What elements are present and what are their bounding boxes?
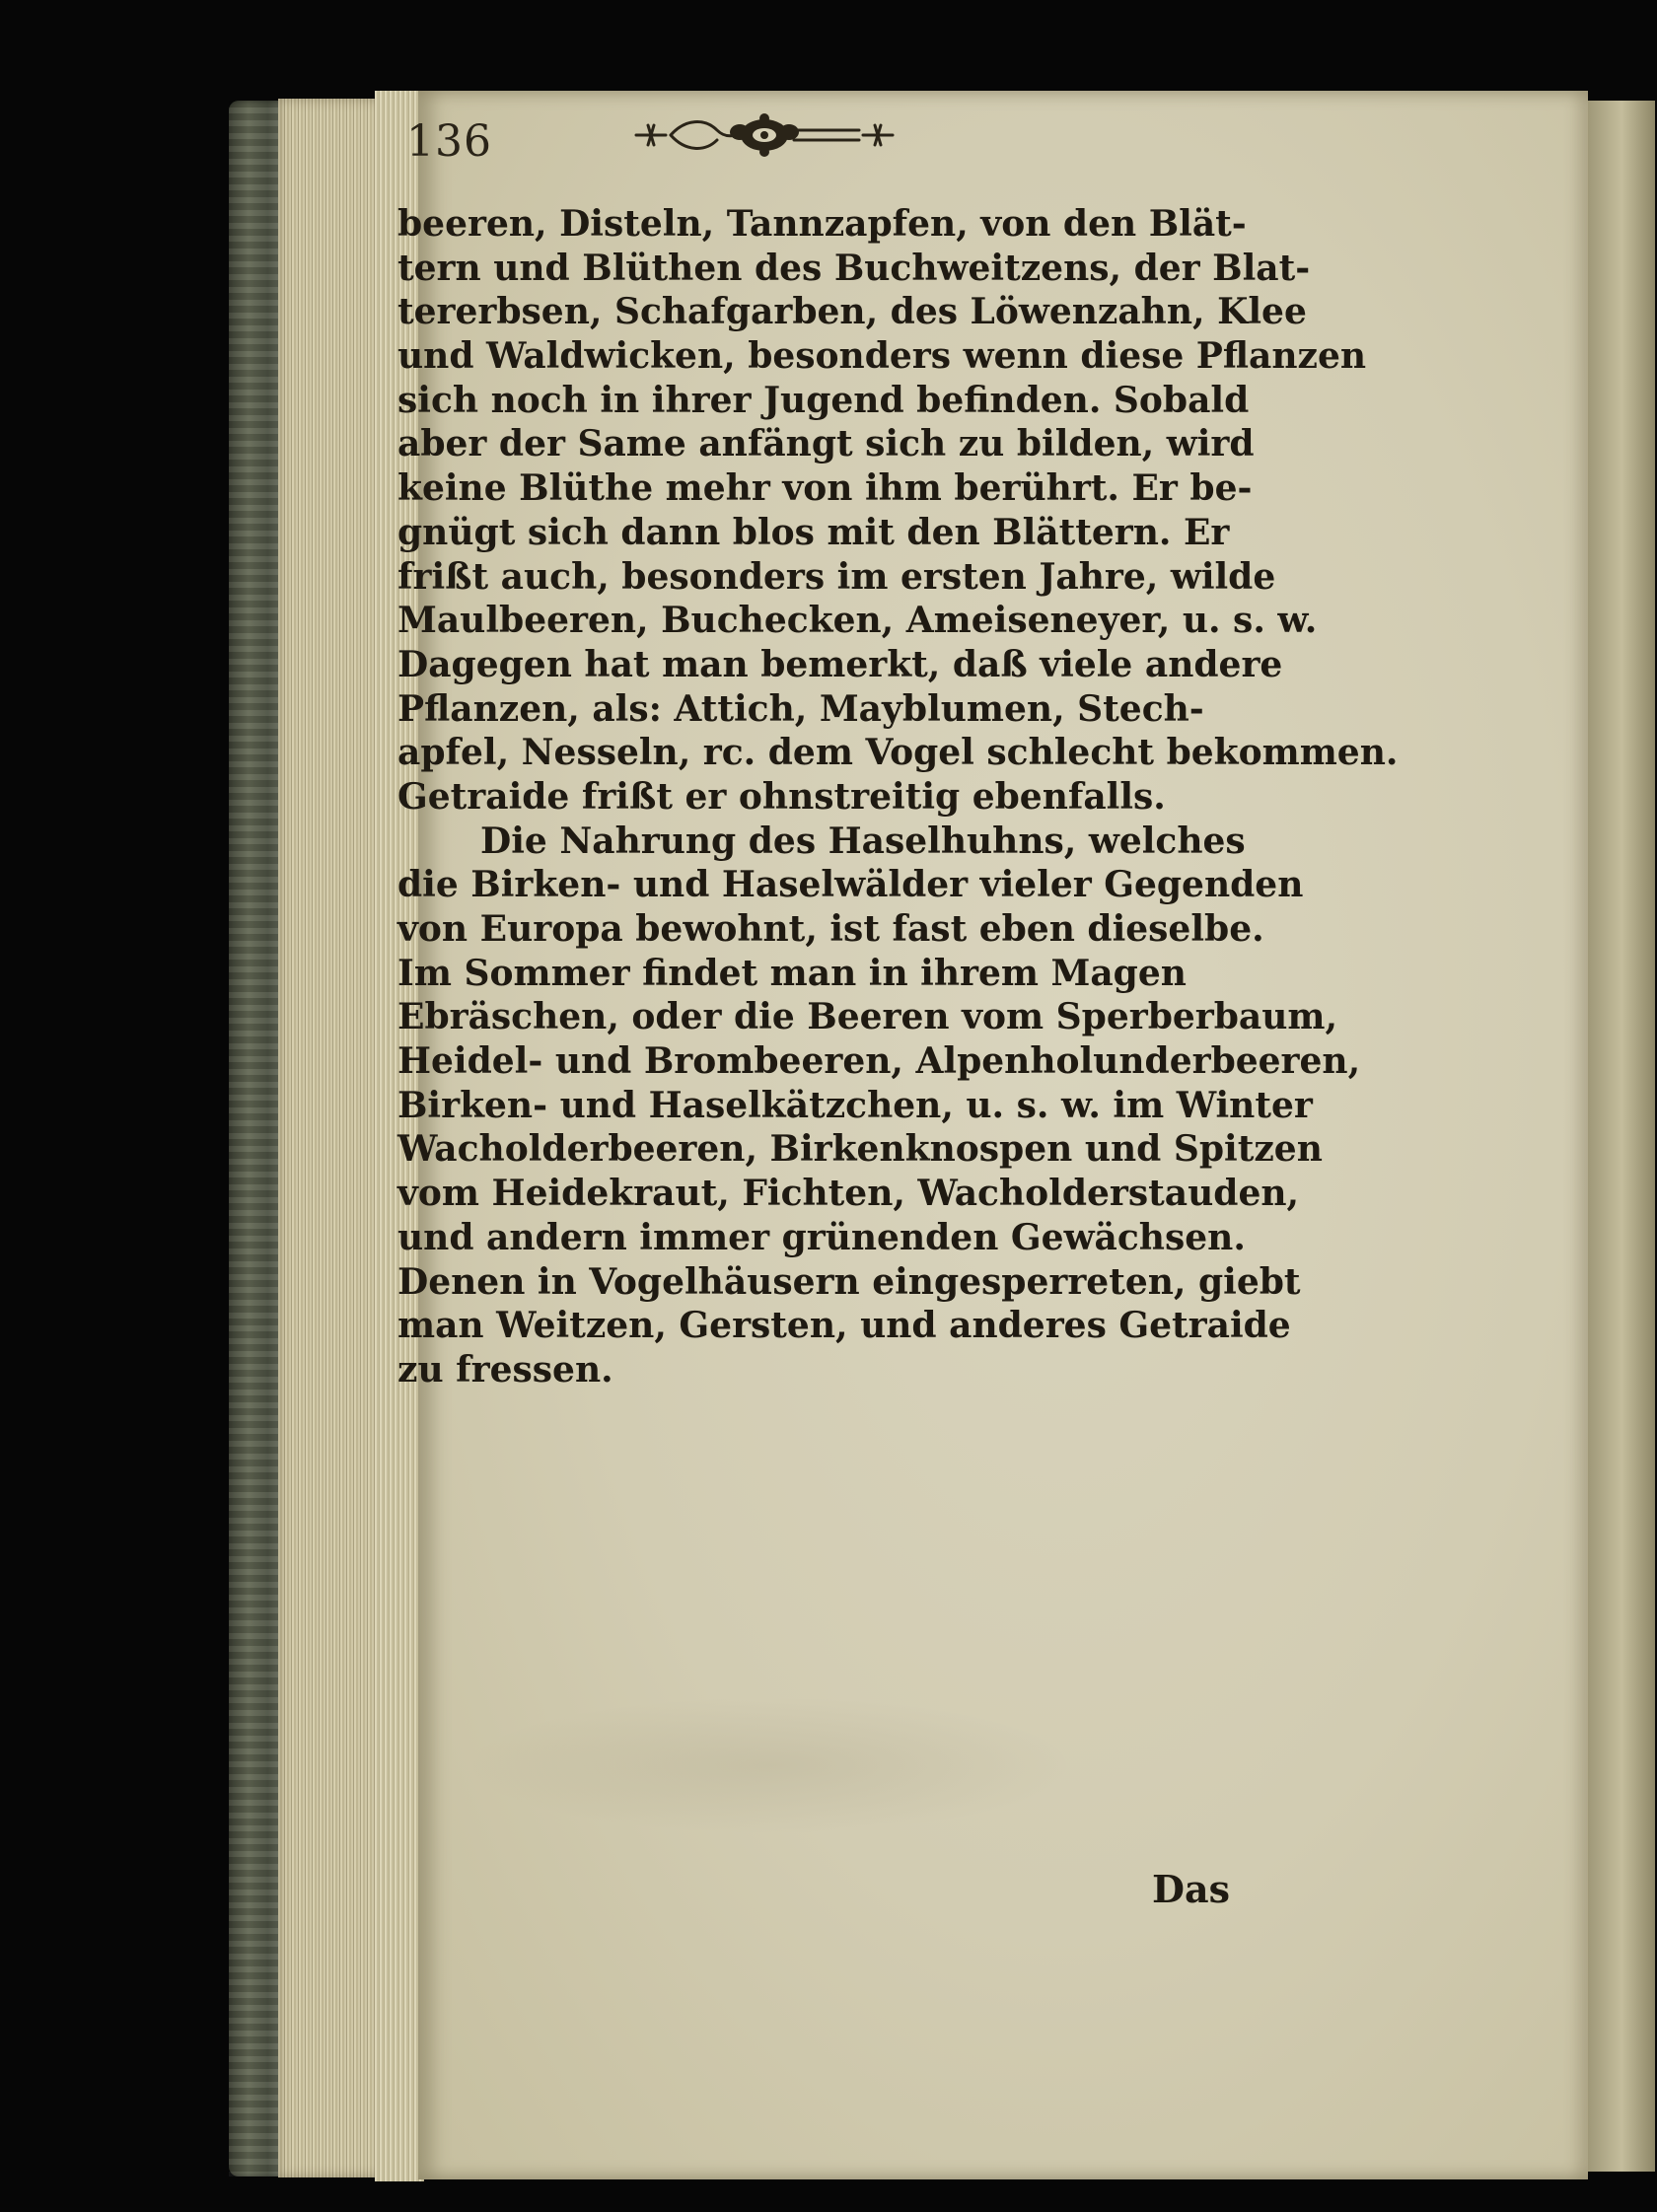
text-line: Heidel- und Brombeeren, Alpenholunderbeeren, (397, 1040, 1361, 1083)
text-line: zu fressen. (397, 1348, 613, 1391)
text-line: keine Blüthe mehr von ihm berührt. Er be- (397, 467, 1253, 510)
text-line: tern und Blüthen des Buchweitzens, der Blat- (397, 247, 1311, 289)
text-line: gnügt sich dann blos mit den Blättern. Er (397, 511, 1230, 553)
text-line: und andern immer grünenden Gewächsen. (397, 1216, 1246, 1258)
text-line: beeren, Disteln, Tannzapfen, von den Blät- (397, 203, 1247, 245)
catchword: Das (1152, 1867, 1230, 1911)
text-line: Wacholderbeeren, Birkenknospen und Spitzen (397, 1128, 1323, 1171)
text-line: Denen in Vogelhäusern eingesperreten, giebt (397, 1260, 1301, 1303)
text-line: frißt auch, besonders im ersten Jahre, wilde (397, 555, 1276, 598)
body-text (397, 202, 1399, 1392)
text-line: vom Heidekraut, Fichten, Wacholderstauden, (397, 1173, 1300, 1215)
show-through-bleed (464, 1696, 1075, 1834)
text-line: Birken- und Haselkätzchen, u. s. w. im Winter (397, 1084, 1313, 1126)
text-line: tererbsen, Schafgarben, des Löwenzahn, Klee (397, 291, 1307, 333)
text-line: Pflanzen, als: Attich, Mayblumen, Stech- (397, 687, 1204, 730)
text-line: von Europa bewohnt, ist fast eben dieselbe. (397, 908, 1264, 950)
floral-ornament-icon (626, 110, 902, 160)
text-line: apfel, Nesseln, rc. dem Vogel schlecht bekommen. (397, 732, 1399, 774)
text-line: Im Sommer findet man in ihrem Magen (397, 952, 1187, 994)
text-line: Getraide frißt er ohnstreitig ebenfalls. (397, 775, 1166, 818)
text-line: man Weitzen, Gersten, und anderes Getraide (397, 1305, 1291, 1347)
text-line: Maulbeeren, Buchecken, Ameiseneyer, u. s. w. (397, 600, 1318, 642)
text-line: aber der Same anfängt sich zu bilden, wird (397, 423, 1255, 465)
text-line: Dagegen hat man bemerkt, daß viele andere (397, 643, 1283, 685)
text-line: sich noch in ihrer Jugend befinden. Sobald (397, 379, 1250, 421)
text-line: und Waldwicken, besonders wenn diese Pflanzen (397, 335, 1367, 378)
page-number: 136 (406, 116, 492, 167)
text-line: Die Nahrung des Haselhuhns, welches (480, 820, 1246, 862)
text-line: die Birken- und Haselwälder vieler Gegenden (397, 864, 1304, 906)
text-line: Ebräschen, oder die Beeren vom Sperberbaum, (397, 996, 1338, 1038)
facing-page-edge (1588, 101, 1655, 2172)
